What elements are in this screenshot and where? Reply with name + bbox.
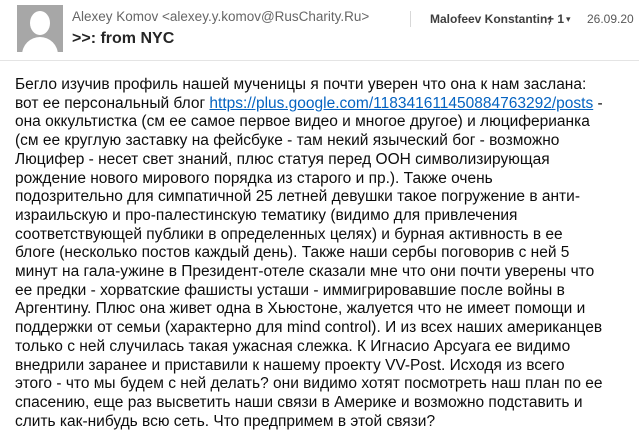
blog-link[interactable]: https://plus.google.com/118341611450884763292/posts	[209, 94, 594, 112]
header-vertical-divider	[410, 11, 411, 27]
body-line: этого - что мы будем с ней делать? они видимо хотят посмотреть наш план по ее	[15, 375, 603, 393]
person-icon-shoulders	[22, 37, 58, 52]
body-line: блоге (несколько постов каждый день). Также наши сербы поговорив с ней 5	[15, 244, 570, 262]
body-line-with-link	[15, 95, 639, 114]
more-recipients-label: + 1	[547, 12, 565, 26]
body-text: вот ее персональный блог	[15, 94, 210, 112]
sender-address[interactable]: Alexey Komov <alexey.y.komov@RusCharity.Ru>	[72, 9, 370, 24]
body-line: (см ее круглую заставку на фейсбуке - там некий языческий бог - возможно	[15, 132, 560, 150]
body-line: слить как-нибудь всю сеть. Что предпримем в этой связи?	[15, 412, 436, 430]
body-line: только с ней случилась такая ужасная слежка. К Игнасио Арсуага ее видимо	[15, 337, 571, 355]
body-text: -	[593, 94, 603, 112]
body-line: спасению, еще раз высветить наши связи в Америке и возможно подставить и	[15, 393, 583, 411]
body-line: она оккультистка (см ее самое первое видео и многое другое) и люциферианка	[15, 113, 590, 131]
chevron-down-icon: ▾	[566, 14, 571, 24]
body-lines	[15, 113, 639, 431]
body-line: внедрили заранее и приставили к нашему проекту VV-Post. Исходя из всего	[15, 356, 565, 374]
body-line: поддержки от семьи (характерно для mind control). И из всех наших американцев	[15, 319, 603, 337]
body-line: ее предки - хорватские фашисты усташи - иммигрировавшие после войны в	[15, 281, 565, 299]
date-stamp: 26.09.20	[587, 12, 634, 26]
email-header	[0, 0, 639, 61]
email-body	[0, 60, 639, 437]
body-line: подозрительно для симпатичной 25 летней девушки такое погружение в анти-	[15, 188, 580, 206]
body-line: Люцифер - несет свет знаний, плюс статуя перед ООН символизирующая	[15, 150, 550, 168]
body-line: Бегло изучив профиль нашей мученицы я почти уверен что она к нам заслана:	[15, 76, 587, 93]
avatar[interactable]	[17, 5, 63, 52]
more-recipients-button[interactable]	[547, 12, 571, 26]
body-line: рождение нового мирового порядка из старого и пр.). Также очень	[15, 169, 493, 187]
subject-title: >>: from NYC	[72, 30, 175, 47]
body-line: соответствующей публики в определенных целях) и бурная активность в ее	[15, 225, 563, 243]
body-line: израильскую и про-палестинскую тематику (видимо для привлечения	[15, 206, 518, 224]
body-line: Аргентину. Плюс она живет одна в Хьюстоне, жалуется что не имеет помощи и	[15, 300, 586, 318]
person-icon	[30, 11, 50, 35]
body-line: минут на гала-ужине в Президент-отеле сказали мне что они почти уверены что	[15, 263, 595, 281]
recipients-list[interactable]: Malofeev Konstantin;	[430, 12, 552, 26]
